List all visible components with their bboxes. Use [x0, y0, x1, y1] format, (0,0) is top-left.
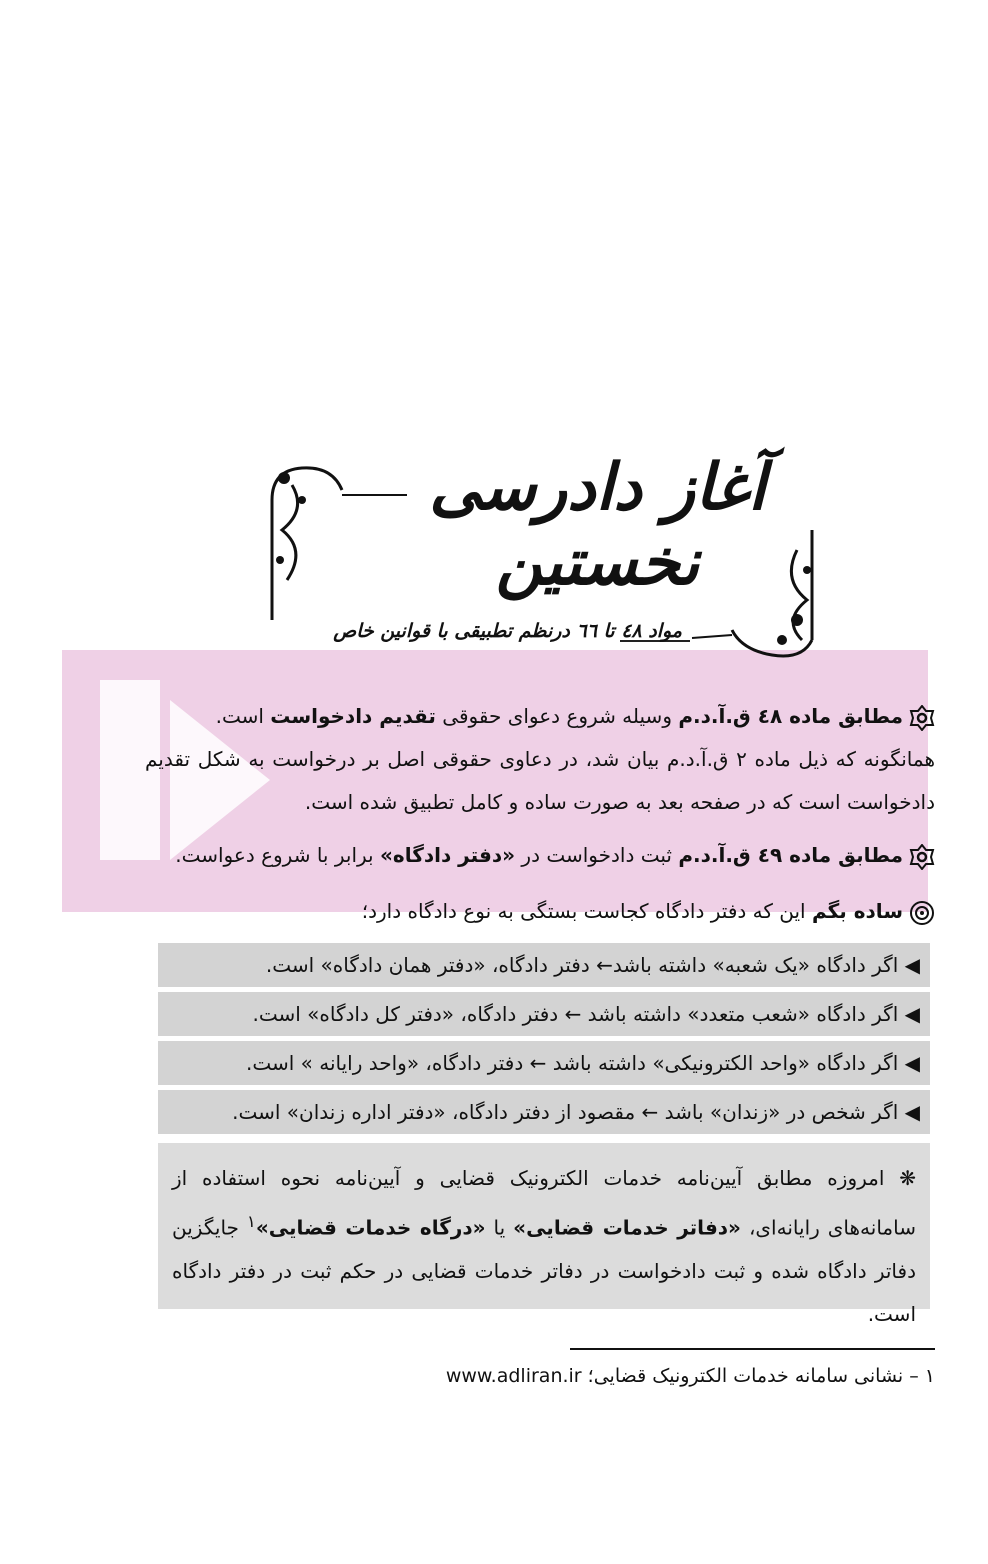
- bullet-box: ◀ اگر دادگاه «واحد الکترونیکی» داشته باشد ← دفتر دادگاه، «واحد رایانه » است.: [158, 1041, 930, 1085]
- note-box: [158, 1143, 930, 1326]
- bullet-box: ◀ اگر دادگاه «یک شعبه» داشته باشد← دفتر دادگاه، «دفتر همان دادگاه» است.: [158, 943, 930, 987]
- paragraph-article-48: [145, 695, 935, 738]
- simple-note-lead: ساده بگم: [811, 899, 903, 923]
- bullet-box: ◀ اگر دادگاه «شعب متعدد» داشته باشد ← دفتر دادگاه، «دفتر کل دادگاه» است.: [158, 992, 930, 1036]
- note-bold-1: «دفاتر خدمات قضایی»: [513, 1215, 741, 1240]
- article-49-ref: مطابق ماده ٤٩ ق.آ.د.م: [678, 843, 903, 867]
- p3-end: برابر با شروع دعواست.: [175, 843, 380, 867]
- bullet-box: ◀ اگر شخص در «زندان» باشد ← مقصود از دفتر دادگاه، «دفتر اداره زندان» است.: [158, 1090, 930, 1134]
- chapter-subtitle: مواد ٤٨ تا ٦٦ درنظم تطبیقی با قوانین خاص: [333, 620, 682, 642]
- footnote-rule: [570, 1348, 935, 1350]
- article-48-ref: مطابق ماده ٤٨ ق.آ.د.م: [678, 704, 903, 728]
- gear-bullet-icon: [909, 844, 935, 870]
- p3-bold: «دفتر دادگاه»: [379, 843, 516, 867]
- paragraph-article-49: [145, 834, 935, 877]
- paragraph-simple-note: [160, 890, 935, 933]
- footnote-marker: ١: [246, 1212, 256, 1231]
- footnote: ١ – نشانی سامانه خدمات الکترونیک قضایی؛ www.adliran.ir: [445, 1365, 935, 1387]
- note-text-3: جایگزین دفاتر دادگاه شده و ثبت دادخواست در دفاتر خدمات قضایی در حکم ثبت در دفتر دادگاه است.: [172, 1215, 916, 1326]
- p1-bold: تقدیم دادخواست: [270, 704, 436, 728]
- simple-note-text: این که دفتر دادگاه کجاست بستگی به نوع دادگاه دارد؛: [361, 899, 812, 923]
- paragraph-explanation: همانگونه که ذیل ماده ٢ ق.آ.د.م بیان شد، در دعاوی حقوقی اصل بر درخواست به شکل تقدیم دادخواست است که در صفحه بعد به صورت ساده و کامل تطبیق شده است.: [145, 747, 936, 814]
- target-icon: [909, 900, 935, 926]
- gear-bullet-icon: [909, 705, 935, 731]
- p3-mid: ثبت دادخواست در: [515, 843, 679, 867]
- note-text-1: امروزه مطابق آیین‌نامه خدمات الکترونیک قضایی و آیین‌نامه نحوه استفاده از سامانه‌های رایانه‌ای،: [172, 1166, 916, 1240]
- star-icon: ❋: [899, 1166, 916, 1190]
- p1-end: است.: [215, 704, 271, 728]
- note-bold-2: «درگاه خدمات قضایی»: [255, 1215, 486, 1240]
- note-text-2: یا: [485, 1215, 514, 1240]
- p1-mid: وسیله شروع دعوای حقوقی: [435, 704, 679, 728]
- chapter-title: آغاز دادرسی نخستین: [429, 450, 766, 600]
